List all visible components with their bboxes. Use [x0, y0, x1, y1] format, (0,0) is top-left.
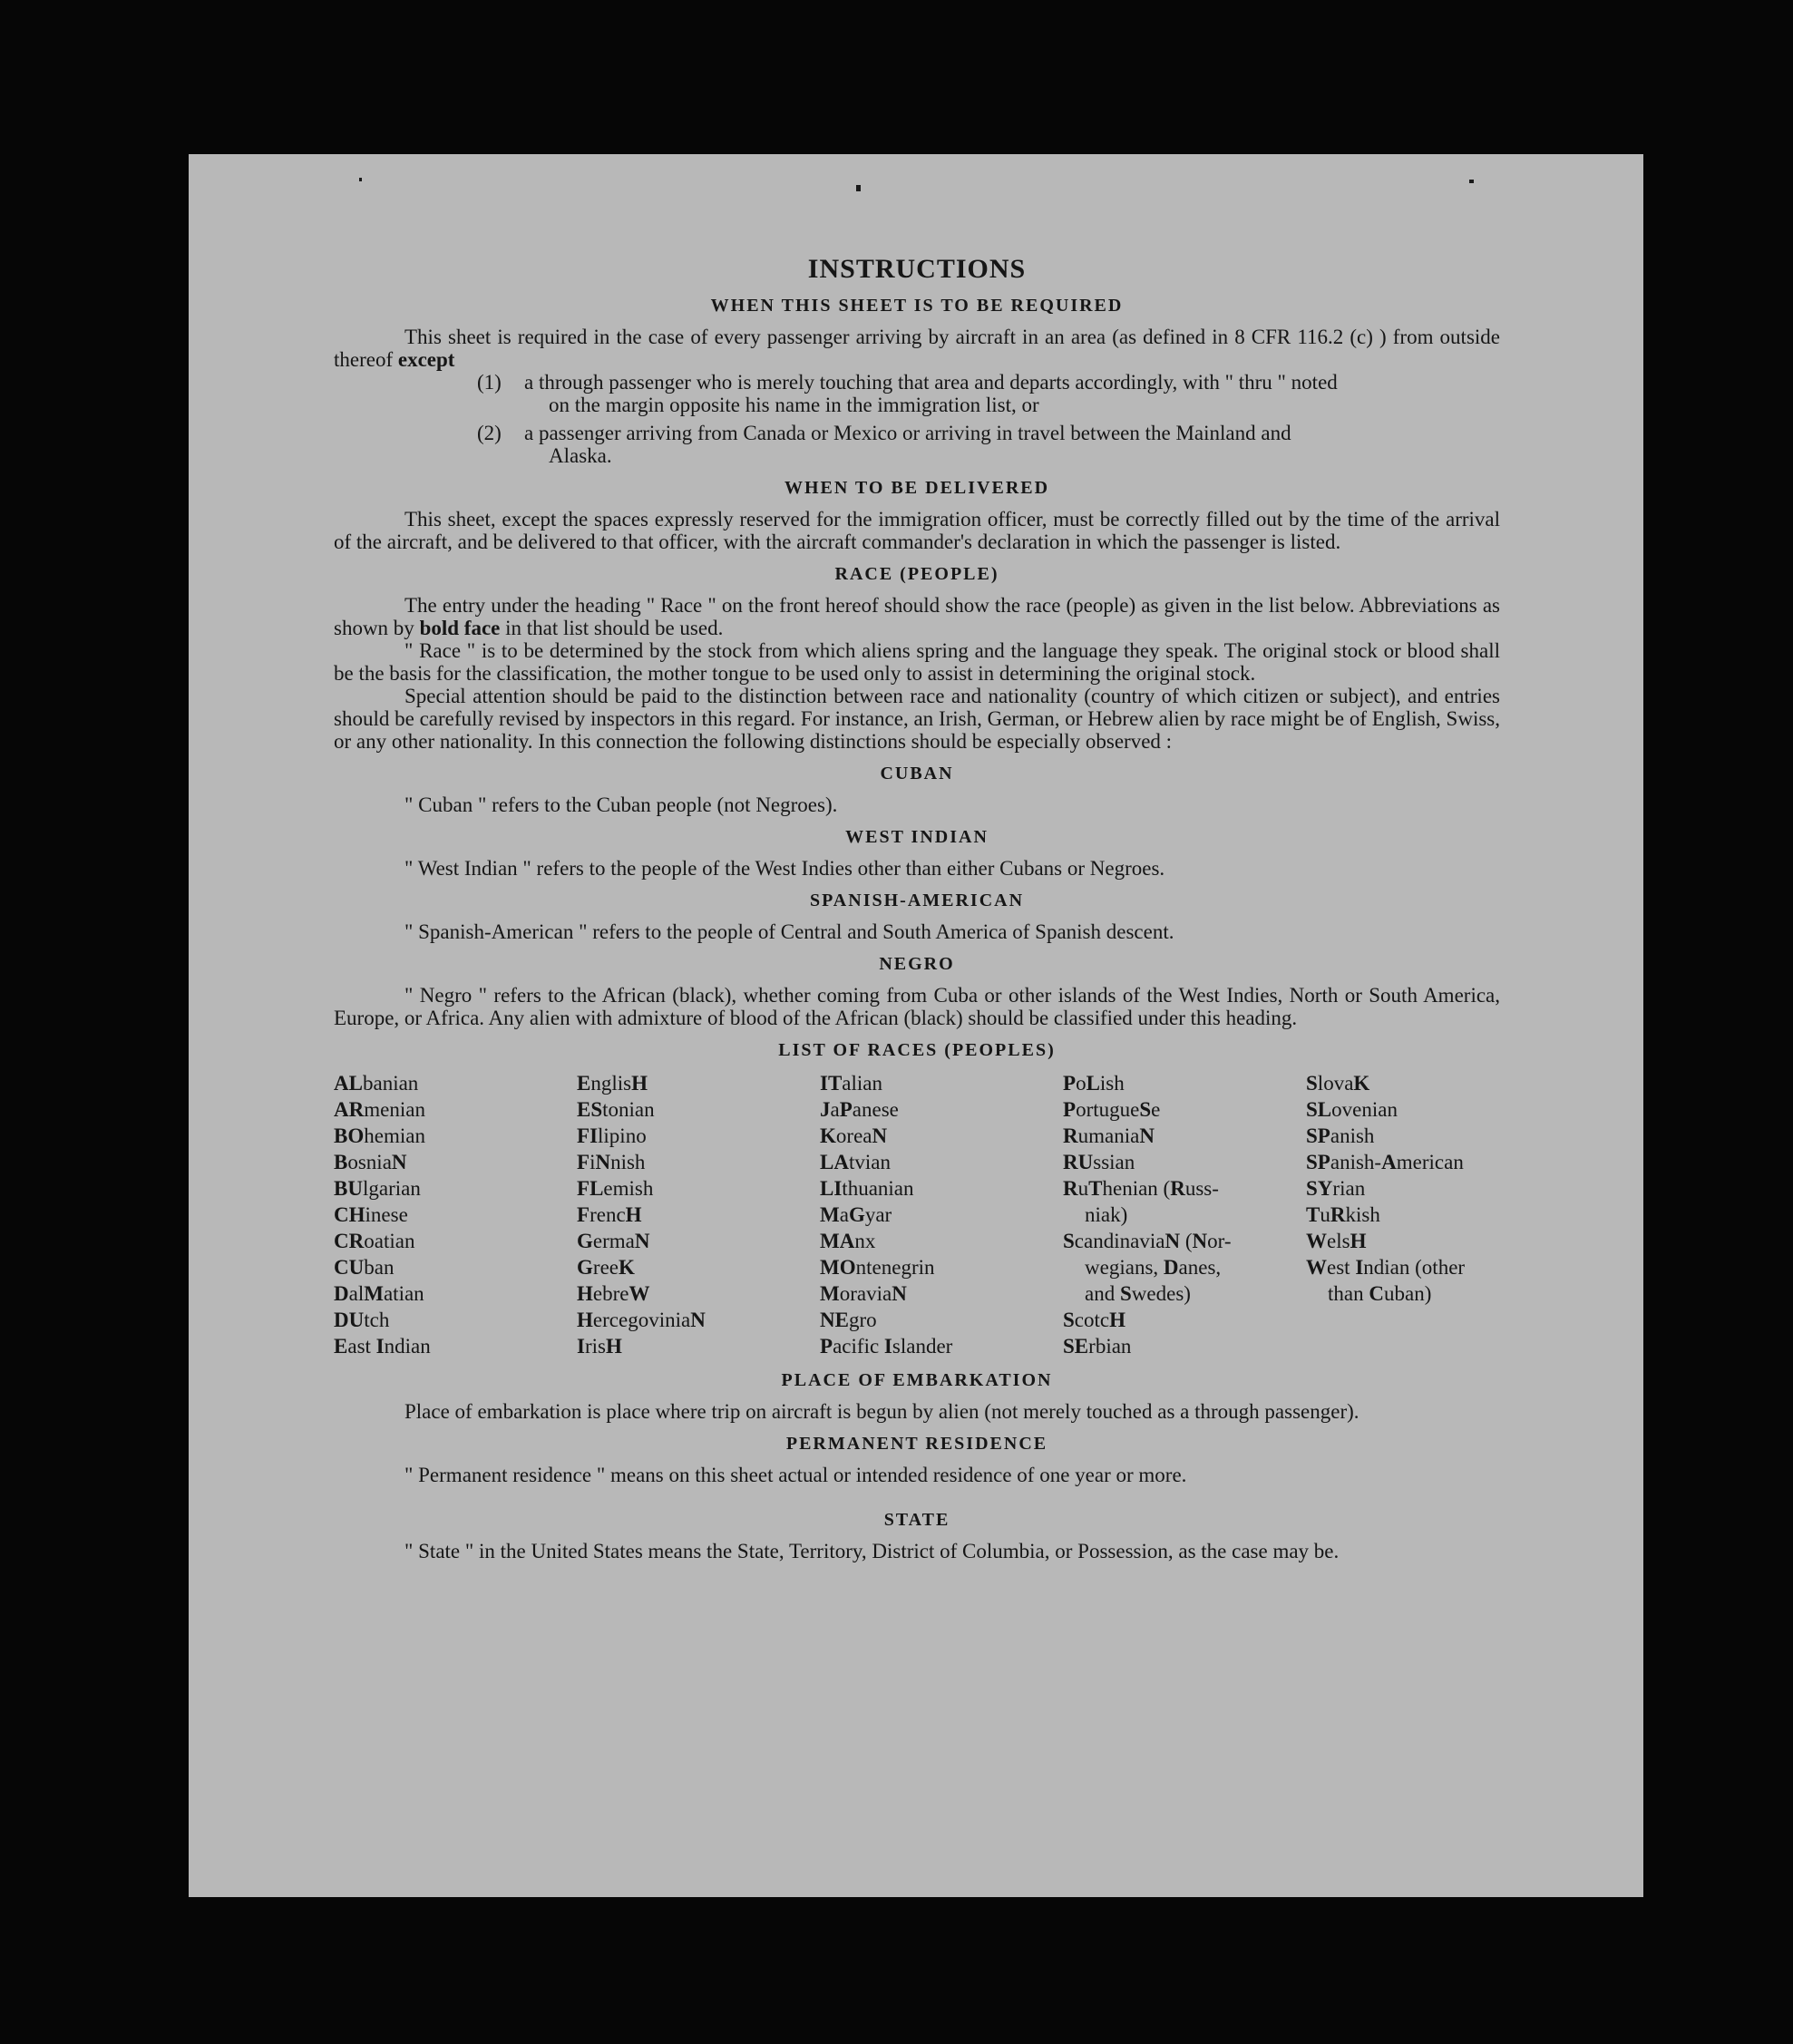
race-entry: GermaN — [577, 1230, 650, 1252]
section-heading-cuban: CUBAN — [880, 764, 954, 784]
race-entry: FrencH — [577, 1203, 642, 1226]
section-heading-required: WHEN THIS SHEET IS TO BE REQUIRED — [710, 296, 1124, 316]
races-column-5 — [1306, 1070, 1500, 1359]
race-entry: SLovenian — [1306, 1098, 1398, 1121]
race-entry: SPanish-American — [1306, 1151, 1464, 1173]
section-heading-races-list: LIST OF RACES (PEOPLES) — [778, 1040, 1056, 1060]
races-column-4 — [1063, 1070, 1306, 1359]
race-entry: HercegoviniaN — [577, 1309, 706, 1331]
state-text: " State " in the United States means the State, Territory, District of Columbia, or Possession, as the case may be. — [404, 1540, 1340, 1562]
race-entry: ScotcH — [1063, 1309, 1126, 1331]
race-entry: SPanish — [1306, 1124, 1375, 1147]
race-entry: DalMatian — [334, 1282, 424, 1305]
race-entry: WelsH — [1306, 1230, 1367, 1252]
residence-text: " Permanent residence " means on this sheet actual or intended residence of one year or more. — [404, 1464, 1187, 1486]
race-entry-continued: wegians, Danes, — [1085, 1256, 1222, 1279]
race-entry: FLemish — [577, 1177, 654, 1200]
section-heading-west-indian: WEST INDIAN — [845, 827, 989, 847]
race-entry: RUssian — [1063, 1151, 1135, 1173]
cuban-text: " Cuban " refers to the Cuban people (not Negroes). — [404, 793, 838, 816]
race-entry: West Indian (other — [1306, 1256, 1466, 1279]
race-entry: LAtvian — [820, 1151, 891, 1173]
race-entry: ScandinaviaN (Nor- — [1063, 1230, 1232, 1252]
race-entry: Pacific Islander — [820, 1335, 953, 1358]
race-entry: FIlipino — [577, 1124, 647, 1147]
section-heading-spanish-american: SPANISH-AMERICAN — [809, 891, 1025, 910]
document-page — [189, 154, 1643, 1897]
section-heading-negro: NEGRO — [879, 954, 955, 974]
race-entry: LIthuanian — [820, 1177, 914, 1200]
race-entry: East Indian — [334, 1335, 431, 1358]
section-heading-delivered: WHEN TO BE DELIVERED — [784, 478, 1050, 498]
race-entry: MoraviaN — [820, 1282, 907, 1305]
spanish-american-text: " Spanish-American " refers to the people of Central and South America of Spanish descent. — [404, 920, 1174, 943]
race-entry: BOhemian — [334, 1124, 425, 1147]
west-indian-text: " West Indian " refers to the people of the West Indies other than either Cubans or Negroes. — [404, 857, 1165, 880]
exception-item-1: (1) a through passenger who is merely touching that area and departs accordingly, with " thru " noted on the margin opposite his name in the immigration list, or — [477, 371, 1338, 416]
scan-speck — [856, 185, 861, 191]
race-entry: MAnx — [820, 1230, 876, 1252]
races-column-2 — [577, 1070, 820, 1359]
races-column-3 — [820, 1070, 1063, 1359]
race-entry: BosniaN — [334, 1151, 407, 1173]
negro-text: " Negro " refers to the African (black), whether coming from Cuba or other islands of the West Indies, North or South America, Europe, or Africa. Any alien with admixture of blood of the African (black) should be classified under this heading. — [334, 984, 1500, 1029]
embarkation-text: Place of embarkation is place where trip on aircraft is begun by alien (not merely touched as a through passenger). — [404, 1400, 1359, 1423]
delivered-text: This sheet, except the spaces expressly reserved for the immigration officer, must be correctly filled out by the time of the arrival of the aircraft, and be delivered to that officer, with the aircraft commander's declaration in which the passenger is listed. — [334, 508, 1500, 553]
race-entry: CRoatian — [334, 1230, 415, 1252]
race-entry: KoreaN — [820, 1124, 888, 1147]
race-entry: EnglisH — [577, 1072, 648, 1095]
page-title: INSTRUCTIONS — [807, 254, 1027, 284]
section-heading-race: RACE (PEOPLE) — [834, 564, 999, 584]
race-entry: RuThenian (Russ- — [1063, 1177, 1219, 1200]
races-column-1 — [334, 1070, 577, 1359]
exception-item-2: (2) a passenger arriving from Canada or Mexico or arriving in travel between the Mainland and Alaska. — [477, 422, 1291, 467]
race-entry-continued: and Swedes) — [1085, 1282, 1191, 1305]
race-entry: GreeK — [577, 1256, 635, 1279]
race-entry: ITalian — [820, 1072, 883, 1095]
required-intro: This sheet is required in the case of every passenger arriving by aircraft in an area (as defined in 8 CFR 116.2 (c) ) from outside thereof except — [334, 326, 1500, 371]
instructions-content — [334, 254, 1500, 1562]
race-entry-continued: niak) — [1085, 1203, 1128, 1226]
race-entry: MaGyar — [820, 1203, 892, 1226]
races-list — [334, 1070, 1500, 1359]
race-entry: NEgro — [820, 1309, 877, 1331]
race-entry: ALbanian — [334, 1072, 419, 1095]
race-paragraph-2: " Race " is to be determined by the stock from which aliens spring and the language they speak. The original stock or blood shall be the basis for the classification, the mother tongue to be used only to assist in determining the original stock. — [334, 639, 1500, 685]
race-entry: SErbian — [1063, 1335, 1132, 1358]
race-entry-continued: than Cuban) — [1328, 1282, 1432, 1305]
race-entry: HebreW — [577, 1282, 650, 1305]
race-entry: FiNnish — [577, 1151, 646, 1173]
race-entry: PortugueSe — [1063, 1098, 1161, 1121]
race-paragraph-3: Special attention should be paid to the distinction between race and nationality (country of which citizen or subject), and entries should be carefully revised by inspectors in this regard. For instance, an Irish, German, or Hebrew alien by race might be of English, Swiss, or any other nationality. In this connection the following distinctions should be especially observed : — [334, 685, 1500, 753]
scan-speck — [359, 178, 362, 181]
section-heading-state: STATE — [883, 1510, 950, 1530]
race-entry: DUtch — [334, 1309, 390, 1331]
scan-speck — [1469, 180, 1474, 183]
race-entry: CUban — [334, 1256, 395, 1279]
race-entry: JaPanese — [820, 1098, 899, 1121]
race-entry: SlovaK — [1306, 1072, 1370, 1095]
section-heading-embarkation: PLACE OF EMBARKATION — [781, 1370, 1053, 1390]
race-entry: EStonian — [577, 1098, 655, 1121]
section-heading-residence: PERMANENT RESIDENCE — [785, 1434, 1048, 1454]
race-entry: TuRkish — [1306, 1203, 1380, 1226]
race-entry: RumaniaN — [1063, 1124, 1155, 1147]
race-entry: CHinese — [334, 1203, 408, 1226]
race-entry: PoLish — [1063, 1072, 1125, 1095]
race-entry: MOntenegrin — [820, 1256, 935, 1279]
race-entry: IrisH — [577, 1335, 622, 1358]
race-entry: BUlgarian — [334, 1177, 421, 1200]
race-entry: SYrian — [1306, 1177, 1366, 1200]
race-entry: ARmenian — [334, 1098, 425, 1121]
race-paragraph-1: The entry under the heading " Race " on the front hereof should show the race (people) as given in the list below. Abbreviations as shown by bold face in that list should be used. — [334, 594, 1500, 639]
